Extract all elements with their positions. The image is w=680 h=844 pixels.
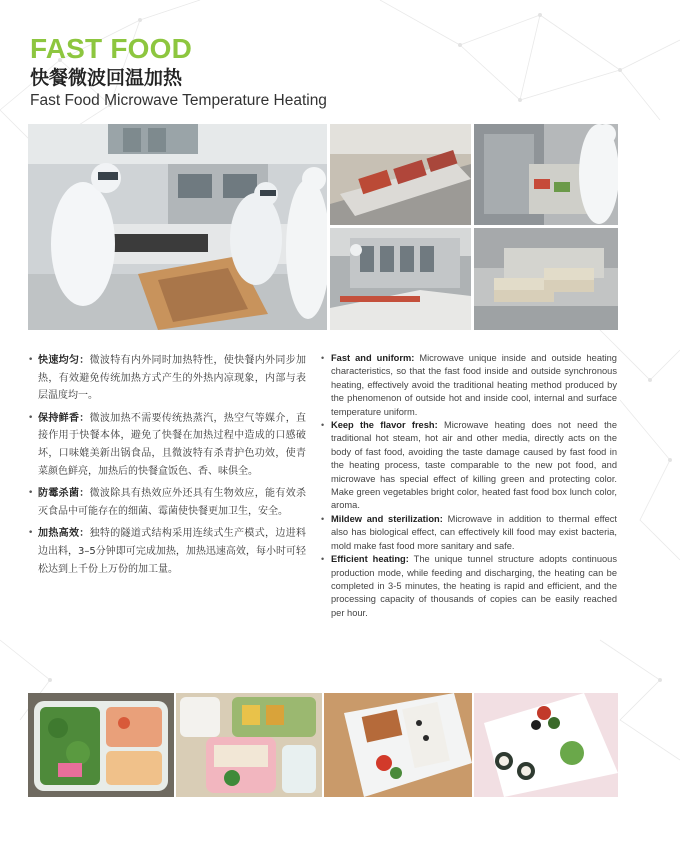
operator-loading-photo xyxy=(474,124,618,225)
sushi-tray-photo xyxy=(324,693,472,797)
title-fast-food: FAST FOOD xyxy=(30,33,193,64)
features-english xyxy=(321,352,617,620)
feature-en-2: • Keep the flavor fresh: Microwave heating does not need the traditional hot steam, hot air and other media, directly acts on the body of fast food, avoiding the taste damage caused by fast food in the heating process, taste comparable to the new pot food, and microwave has special effect of killing green and protecting color. Make green vegetables bright color, heated fast food box lunch color, aroma. xyxy=(321,420,618,511)
stacked-boxes-photo xyxy=(474,228,618,330)
title-chinese: 快餐微波回温加热 xyxy=(30,67,183,89)
feature-en-3: • Mildew and sterilization: Microwave in addition to thermal effect also has biological effect, can effectively kill food may exist bacteria, mold make fast food more sanitary and safe. xyxy=(321,513,617,551)
microwave-tunnel-photo xyxy=(330,228,471,330)
feature-cn-2: • 保持鲜香：微波加热不需要传统热蒸汽，热空气等媒介，直接作用于快餐本体，避免了快餐在加热过程中造成的口感破坏，口味媲美新出锅食品，且微波特有杀青护色功效，使青菜颜色鲜亮，加热后的快餐盒饭色、香、味俱全。 xyxy=(28,412,307,477)
feature-en-4: • Efficient heating: The unique tunnel structure adopts continuous production mode, while feeding and discharging, the heating can be completed in 3-5 minutes, the heating is rapid and efficient, and the processing capacity of thousands of copies can be easily reached per hour. xyxy=(321,554,617,618)
features-chinese xyxy=(28,352,306,583)
rice-box-photo xyxy=(176,693,322,797)
sushi-platter-photo xyxy=(474,693,618,797)
factory-workers-photo xyxy=(28,124,327,330)
subtitle-english: Fast Food Microwave Temperature Heating xyxy=(30,92,327,109)
salad-box-photo xyxy=(28,693,174,797)
feature-en-1: • Fast and uniform: Microwave unique inside and outside heating characteristics, so that the fast food inside and outside synchronous heating, effectively avoid the traditional heating method produced by the phenomenon of outside hot and inside cool, internal and surface temperature uniform. xyxy=(321,353,617,417)
feature-cn-1: • 快速均匀：微波特有内外同时加热特性，使快餐内外同步加热，有效避免传统加热方式产生的外热内凉现象，内部与表层温度均一。 xyxy=(28,355,307,402)
conveyor-trays-photo xyxy=(330,124,471,225)
feature-cn-4: • 加热高效：独特的隧道式结构采用连续式生产模式，边进料边出料，3–5分钟即可完成加热，加热迅速高效，每小时可轻松达到上千份上万份的加工量。 xyxy=(28,528,307,575)
feature-cn-3: • 防霉杀菌：微波除具有热效应外还具有生物效应，能有效杀灭食品中可能存在的细菌、霉菌使快餐更加卫生，安全。 xyxy=(28,488,307,517)
page-header xyxy=(30,34,327,111)
